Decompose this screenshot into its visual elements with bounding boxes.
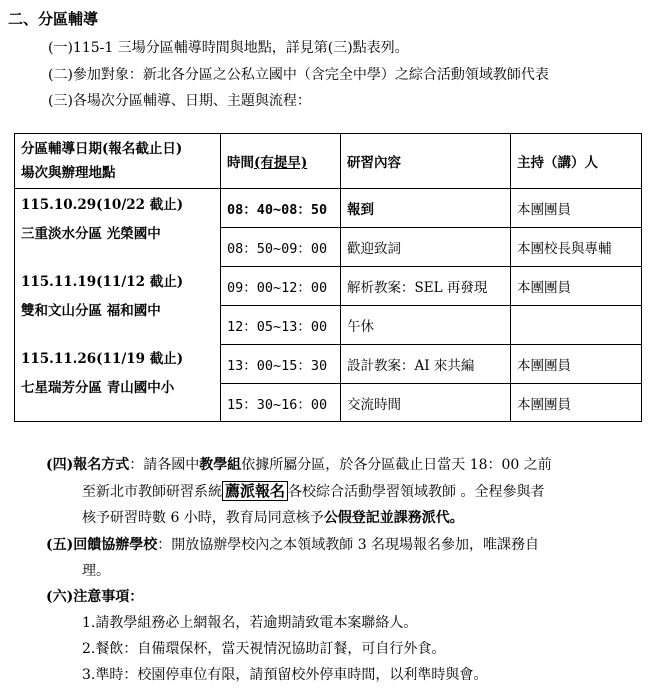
note-item: 2.餐飲：自備環保杯，當天視情況協助訂餐，可自行外食。 — [82, 641, 446, 657]
feedback-label: (五)回饋協辦學校 — [46, 537, 158, 553]
row-time: 09：00~12：00 — [221, 267, 341, 306]
feedback-line-2: 理。 — [82, 563, 110, 579]
row-host: 本團校長與專輔 — [511, 228, 642, 267]
row-content: 解析教案：SEL 再發現 — [341, 267, 511, 306]
section-item-2: (二)參加對象：新北各分區之公私立國中（含完全中學）之綜合活動領域教師代表 — [48, 67, 549, 83]
session-date: 115.11.19(11/12 截止) — [21, 274, 184, 290]
registration-line-1 — [46, 452, 552, 478]
schedule-table — [14, 133, 642, 422]
registration-line-2 — [82, 478, 544, 505]
row-time: 13：00~15：30 — [221, 345, 341, 384]
session-date: 115.11.26(11/19 截止) — [21, 351, 184, 367]
registration-boxed-term: 薦派報名 — [222, 481, 288, 501]
notes-label: (六)注意事項： — [46, 589, 144, 605]
feedback-line-1 — [46, 532, 539, 558]
table-header-row — [15, 134, 642, 189]
section-heading: 二、分區輔導 — [8, 10, 99, 28]
note-item: 3.準時：校園停車位有限，請預留校外停車時間，以利準時與會。 — [82, 667, 488, 683]
header-date-label: 分區輔導日期(報名截止日) — [21, 141, 183, 157]
header-time — [221, 134, 341, 189]
registration-text: 至新北市教師研習系統 — [82, 484, 222, 500]
row-content: 歡迎致詞 — [341, 228, 511, 267]
header-time-label: 時間 — [227, 155, 254, 171]
row-content: 午休 — [341, 306, 511, 345]
registration-line-3 — [82, 505, 464, 531]
row-host: 本團團員 — [511, 384, 642, 422]
registration-text: 依據所屬分區，於各分區截止日當天 18：00 之前 — [241, 457, 552, 473]
header-date-site — [15, 134, 221, 189]
header-content: 研習內容 — [341, 134, 511, 189]
feedback-text: ：開放協辦學校內之本領域教師 3 名現場報名參加，唯課務自 — [157, 537, 540, 553]
header-time-note: (有提早) — [254, 155, 308, 171]
registration-emphasis: 公假登記並課務派代。 — [323, 510, 464, 526]
row-host: 本團團員 — [511, 345, 642, 384]
session-list — [15, 189, 221, 422]
header-site-label: 場次與辦理地點 — [21, 165, 116, 181]
section-item-3: (三)各場次分區輔導、日期、主題與流程： — [48, 93, 311, 109]
table-row — [15, 189, 642, 228]
registration-text: 核予研習時數 6 小時，教育局同意核予 — [82, 510, 324, 526]
row-time: 12：05~13：00 — [221, 306, 341, 345]
registration-text: 各校綜合活動學習領域教師 。全程參與者 — [288, 484, 545, 500]
section-item-1: (一)115-1 三場分區輔導時間與地點，詳見第(三)點表列。 — [48, 40, 409, 56]
header-host: 主持（講）人 — [511, 134, 642, 189]
registration-label: (四)報名方式 — [46, 457, 130, 473]
session-site: 雙和文山分區 福和國中 — [21, 303, 161, 319]
row-host — [511, 306, 642, 345]
row-content: 設計教案：AI 來共編 — [341, 345, 511, 384]
row-content: 交流時間 — [341, 384, 511, 422]
row-host: 本團團員 — [511, 267, 642, 306]
row-content: 報到 — [341, 189, 511, 228]
note-item: 1.請教學組務必上網報名，若逾期請致電本案聯絡人。 — [82, 615, 418, 631]
registration-emphasis: 教學組 — [199, 457, 242, 473]
row-host: 本團團員 — [511, 189, 642, 228]
session-date: 115.10.29(10/22 截止) — [21, 197, 184, 213]
session-site: 三重淡水分區 光榮國中 — [21, 226, 161, 242]
registration-text: ：請各國中 — [129, 457, 200, 473]
row-time: 15：30~16：00 — [221, 384, 341, 422]
row-time: 08：40~08：50 — [221, 189, 341, 228]
session-site: 七星瑞芳分區 青山國中小 — [21, 380, 175, 396]
row-time: 08：50~09：00 — [221, 228, 341, 267]
